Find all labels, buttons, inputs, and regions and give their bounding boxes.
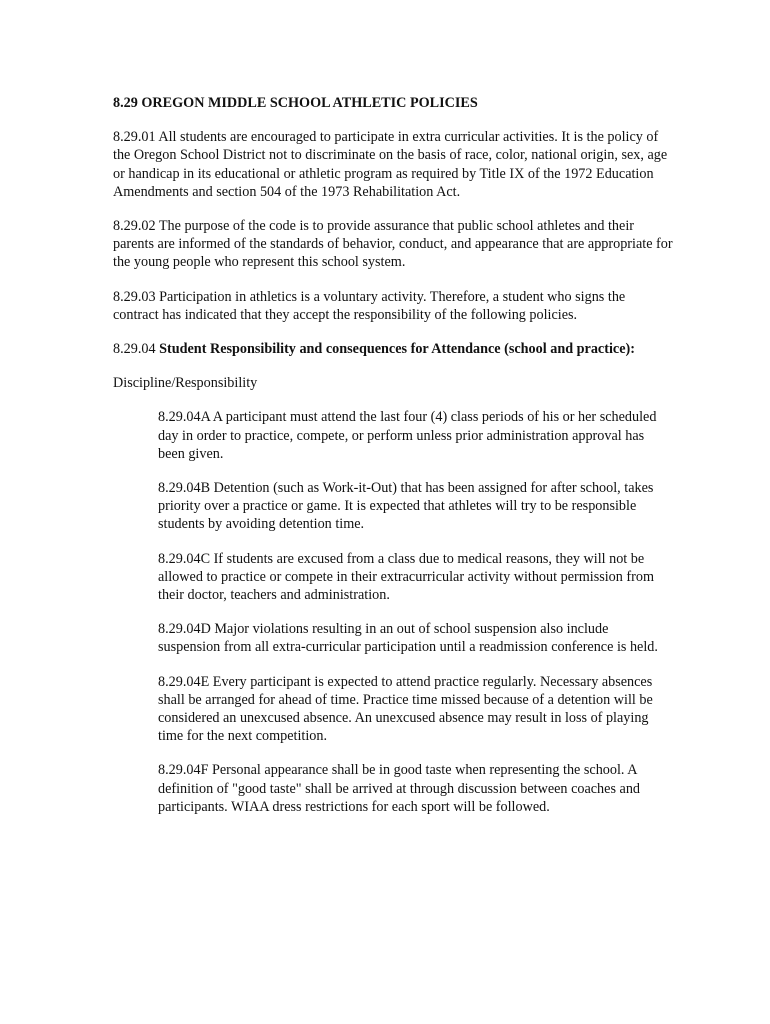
subheading-discipline: Discipline/Responsibility [113, 375, 258, 392]
policy-item-8-29-04e: 8.29.04E Every participant is expected to attend practice regularly. Necessary absences shall be arranged for ahead of time. Practice time missed because of a detention will be considered an unexcused absence. An unexcused absence may result in loss of playing time for the next competition. [158, 673, 653, 745]
policy-item-8-29-04f: 8.29.04F Personal appearance shall be in good taste when representing the school. A definition of "good taste" shall be arrived at through discussion between coaches and participants. WIAA dress restrictions for each sport will be followed. [158, 762, 641, 815]
policy-item-8-29-04d: 8.29.04D Major violations resulting in an out of school suspension also include suspension from all extra-curricular participation until a readmission conference is held. [158, 621, 658, 656]
policy-item-8-29-04c: 8.29.04C If students are excused from a class due to medical reasons, they will not be allowed to practice or compete in their extracurricular activity without permission from their doctor, teachers and administration. [158, 550, 654, 604]
policy-item-8-29-04a: 8.29.04A A participant must attend the last four (4) class periods of his or her scheduled day in order to practice, compete, or perform unless prior administration approval has been given. [158, 409, 657, 462]
policy-paragraph-8-29-02: 8.29.02 The purpose of the code is to provide assurance that public school athletes and their parents are informed of the standards of behavior, conduct, and appearance that are appropriate for the young people who represent this school system. [113, 218, 673, 271]
document-title: 8.29 OREGON MIDDLE SCHOOL ATHLETIC POLICIES [113, 95, 478, 111]
document-page [113, 94, 673, 832]
policy-paragraph-8-29-01: 8.29.01 All students are encouraged to participate in extra curricular activities. It is the policy of the Oregon School District not to discriminate on the basis of race, color, national origin, sex, age or handicap in its educational or athletic program as required by Title IX of the 1972 Education Amendments and section 504 of the 1973 Rehabilitation Act. [113, 129, 668, 200]
section-heading: Student Responsibility and consequences for Attendance (school and practice): [159, 341, 635, 358]
policy-item-8-29-04b: 8.29.04B Detention (such as Work-it-Out) that has been assigned for after school, takes priority over a practice or game. It is expected that athletes will try to be responsible students by avoiding detention time. [158, 480, 654, 533]
policy-paragraph-8-29-03: 8.29.03 Participation in athletics is a voluntary activity. Therefore, a student who signs the contract has indicated that they accept the responsibility of the following policies. [113, 288, 626, 323]
section-number: 8.29.04 [113, 341, 160, 358]
policy-paragraph-8-29-04 [113, 340, 673, 358]
